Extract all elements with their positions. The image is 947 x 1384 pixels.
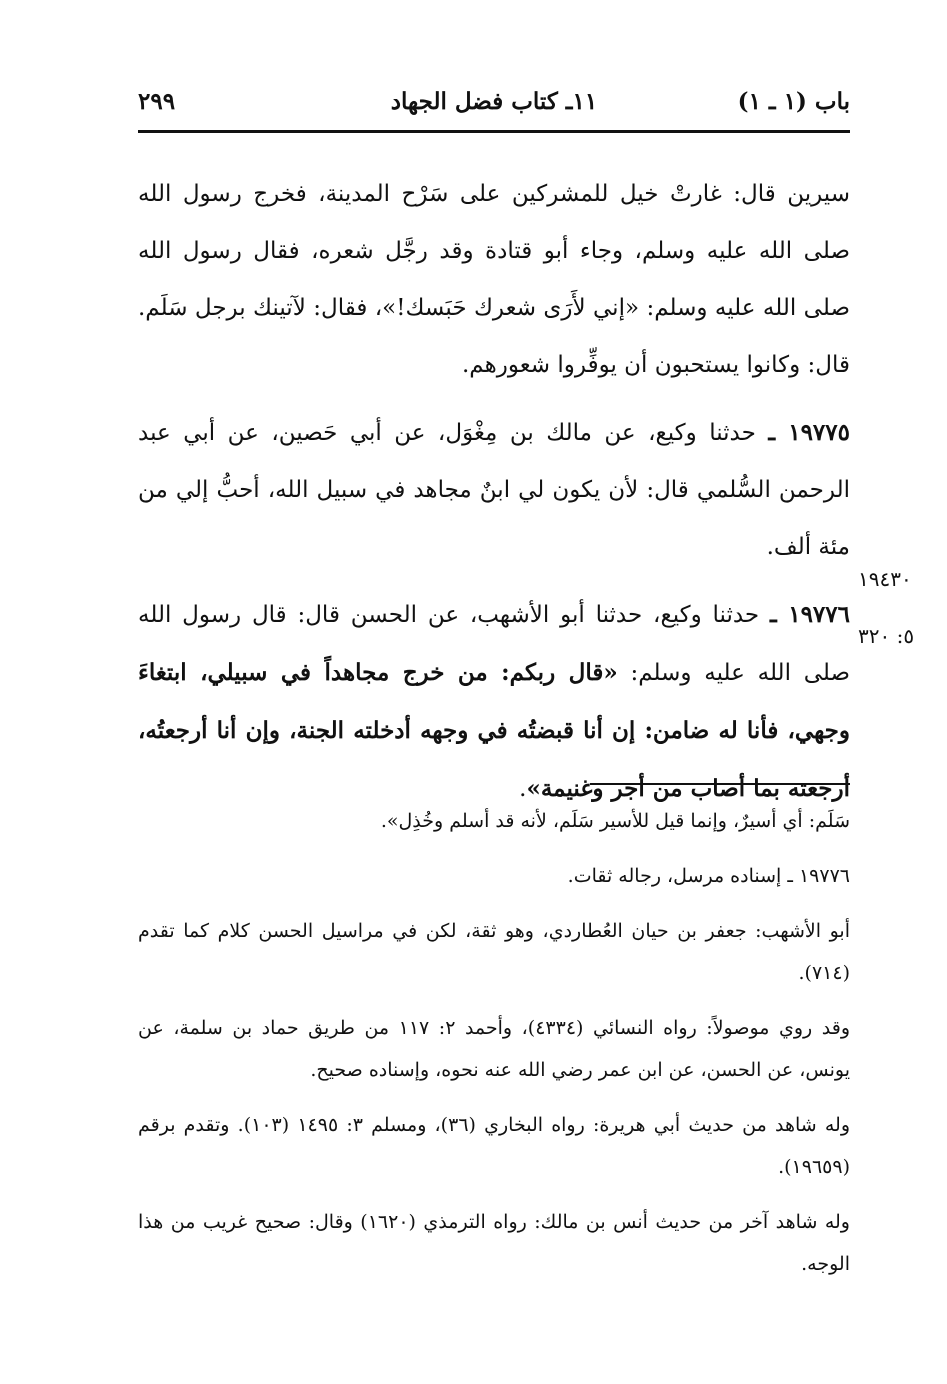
hadith-quote: «قال ربكم: من خرج مجاهداً في سبيلي، ابتغاءَ وجهي، فأنا له ضامن: إن أنا قبضتُه في وجهه أدخلته الجنة، وإن أنا أرجعتُه، أرجعته بما أصاب من أجر وغنيمة» <box>138 659 850 802</box>
chapter-title: ١١ـ كتاب فضل الجهاد <box>390 88 598 115</box>
main-text <box>138 166 850 828</box>
margin-reference: ٥: ٣٢٠ <box>858 624 915 648</box>
header-rule <box>138 130 850 133</box>
page-number: ٢٩٩ <box>138 88 176 115</box>
hadith-text: حدثنا وكيع، عن مالك بن مِغْوَل، عن أبي حَصين، عن أبي عبد الرحمن السُّلمي قال: لأن يكون لي ابنٌ مجاهد في سبيل الله، أحبُّ إلي من مئة ألف. <box>138 420 850 560</box>
page-header <box>138 84 850 130</box>
hadith-number: ١٩٧٧٦ ـ <box>769 601 850 628</box>
footnote: وله شاهد من حديث أبي هريرة: رواه البخاري (٣٦)، ومسلم ٣: ١٤٩٥ (١٠٣). وتقدم برقم (١٩٦٥٩). <box>138 1114 851 1178</box>
hadith-end: . <box>519 776 527 802</box>
footnote: وقد روي موصولاً: رواه النسائي (٤٣٣٤)، وأحمد ٢: ١١٧ من طريق حماد بن سلمة، عن يونس، عن الحسن، عن ابن عمر رضي الله عنه نحوه، وإسناده صحيح. <box>138 1017 850 1081</box>
hadith-text: حدثنا وكيع، حدثنا أبو الأشهب، عن الحسن قال: قال رسول الله صلى الله عليه وسلم: <box>138 602 851 686</box>
footnote-rule <box>590 783 850 785</box>
margin-reference: ١٩٤٣٠ <box>858 567 912 591</box>
footnote: أبو الأشهب: جعفر بن حيان العُطاردي، وهو ثقة، لكن في مراسيل الحسن كلام كما تقدم (٧١٤). <box>138 920 850 984</box>
footnote: وله شاهد آخر من حديث أنس بن مالك: رواه الترمذي (١٦٢٠) وقال: صحيح غريب من هذا الوجه. <box>138 1211 850 1275</box>
paragraph-continuation: سيرين قال: غارتْ خيل للمشركين على سَرْح المدينة، فخرج رسول الله صلى الله عليه وسلم، وجاء أبو قتادة وقد رجَّل شعره، فقال رسول الله صلى الله عليه وسلم: «إني لأَرَى شعرك حَبَسك!»، فقال: لآتينك برجل سَلَم. قال: وكانوا يستحبون أن يوفِّروا شعورهم. <box>138 181 850 378</box>
hadith-19775 <box>138 404 850 576</box>
section-label: باب (١ ـ ١) <box>737 88 850 115</box>
footnote: سَلَم: أي أسيرٌ، وإنما قيل للأسير سَلَم، لأنه قد أسلم وخُذِل». <box>380 810 850 832</box>
footnotes <box>138 800 850 1298</box>
footnote: ١٩٧٧٦ ـ إسناده مرسل، رجاله ثقات. <box>567 865 850 887</box>
hadith-number: ١٩٧٧٥ ـ <box>768 419 850 446</box>
